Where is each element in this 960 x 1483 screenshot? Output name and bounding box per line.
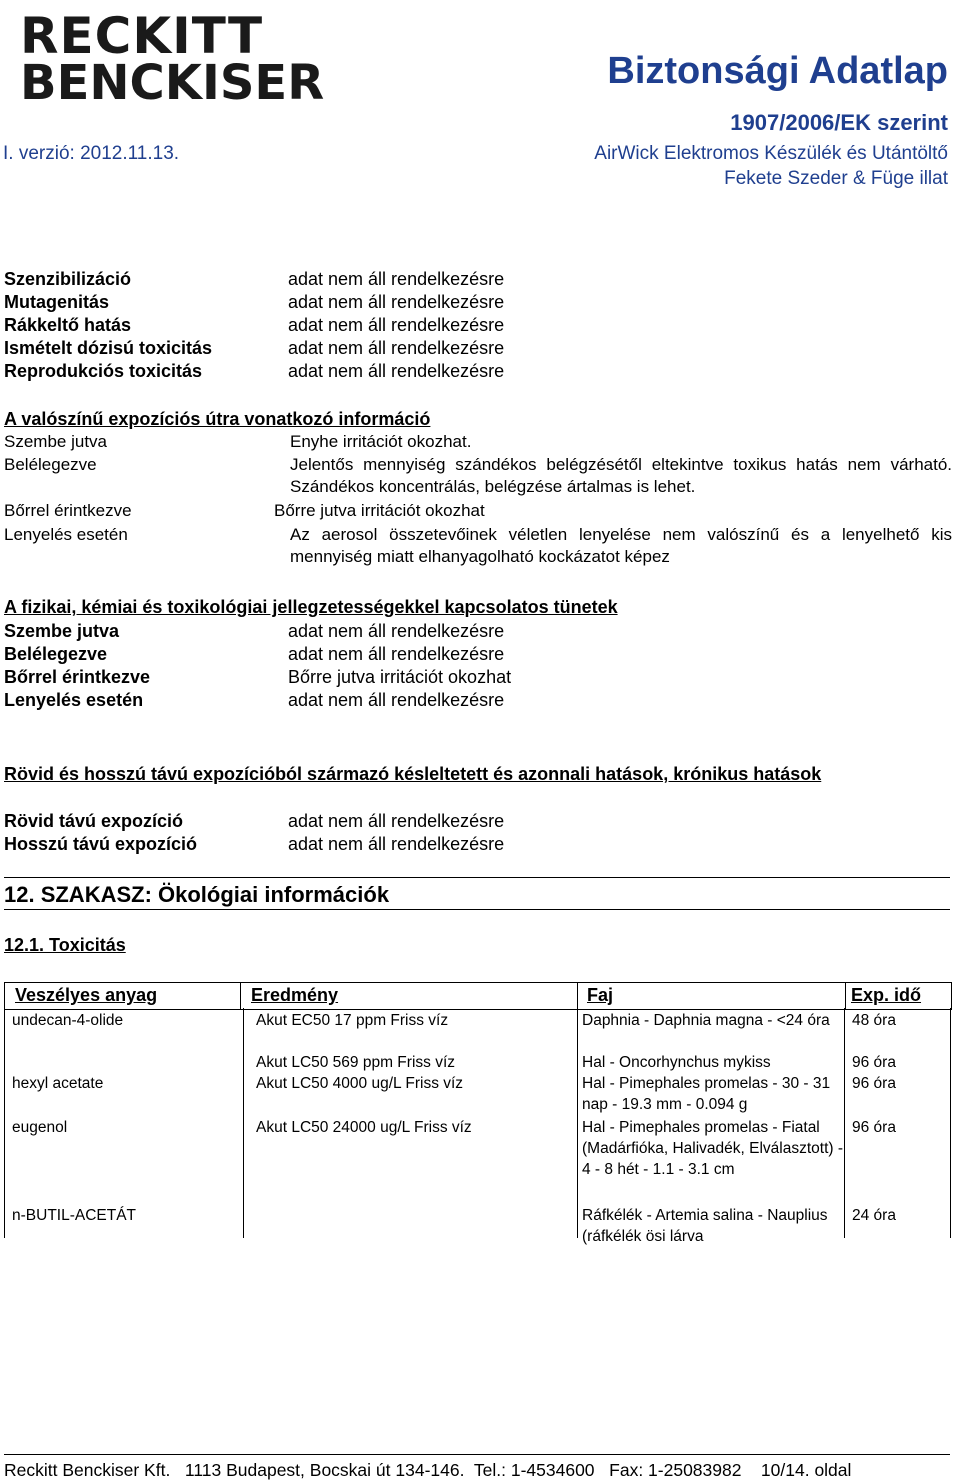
footer-fax: Fax: 1-25083982 xyxy=(609,1460,742,1480)
section-12-title: 12. SZAKASZ: Ökológiai információk xyxy=(4,882,390,907)
col-divider xyxy=(845,983,846,1009)
table-border-left xyxy=(4,1008,5,1238)
tox-row xyxy=(4,337,505,360)
logo-line-1: RECKITT xyxy=(20,7,264,65)
cell-exp-time: 96 óra xyxy=(852,1054,896,1071)
tox-row-value: adat nem áll rendelkezésre xyxy=(288,361,505,381)
cell-exp-time: 24 óra xyxy=(852,1207,896,1224)
cell-exp-time: 96 óra xyxy=(852,1075,896,1092)
col-divider xyxy=(577,983,578,1009)
table-border-right xyxy=(950,1008,951,1238)
cell-exp-time: 48 óra xyxy=(852,1012,896,1029)
cell-species: Hal - Pimephales promelas - 30 - 31 nap - 19.3 mm - 0.094 g xyxy=(582,1075,831,1113)
exposure-row-value: Jelentős mennyiség szándékos belégzésétől eltekintve toxikus hatás nem várható. Szándékos koncentrálás, belégzése ártalmas is lehet. xyxy=(290,455,952,496)
exposure-row xyxy=(4,500,485,522)
effect-row-value: adat nem áll rendelkezésre xyxy=(288,834,505,854)
tox-row xyxy=(4,314,505,337)
cell-species: Ráfkélék - Artemia salina - Nauplius (ráfkélék ösi lárva xyxy=(582,1207,828,1245)
effect-row xyxy=(4,833,505,856)
footer-phone: Tel.: 1-4534600 xyxy=(473,1460,595,1480)
tox-row-value: adat nem áll rendelkezésre xyxy=(288,338,505,358)
cell-substance: eugenol xyxy=(12,1119,68,1136)
version-date: I. verzió: 2012.11.13. xyxy=(3,143,180,164)
symptom-row xyxy=(4,620,505,643)
tox-row-label: Rákkeltő hatás xyxy=(4,315,132,335)
cell-exp-time: 96 óra xyxy=(852,1119,896,1136)
cell-result: Akut LC50 4000 ug/L Friss víz xyxy=(256,1075,464,1092)
cell-result: Akut LC50 24000 ug/L Friss víz xyxy=(256,1119,472,1136)
col-divider xyxy=(240,983,241,1009)
symptom-row-label: Belélegezve xyxy=(4,644,108,664)
cell-substance: hexyl acetate xyxy=(12,1075,104,1092)
page-footer xyxy=(4,1460,851,1481)
tox-row-label: Szenzibilizáció xyxy=(4,269,132,289)
symptom-row xyxy=(4,689,505,712)
symptom-row-label: Szembe jutva xyxy=(4,621,120,641)
col-header-exp-time: Exp. idő xyxy=(851,985,922,1005)
effects-heading: Rövid és hosszú távú expozícióból származó késleltetett és azonnali hatások, krónikus hatások xyxy=(4,764,822,784)
col-header-result: Eredmény xyxy=(251,985,339,1005)
effect-row xyxy=(4,810,505,833)
logo-line-2: BENCKISER xyxy=(20,55,325,111)
effect-row-label: Rövid távú expozíció xyxy=(4,811,184,831)
exposure-row xyxy=(4,454,952,496)
tox-row-label: Reprodukciós toxicitás xyxy=(4,361,203,381)
symptom-row-value: adat nem áll rendelkezésre xyxy=(288,644,505,664)
symptom-row-label: Lenyelés esetén xyxy=(4,690,144,710)
tox-row xyxy=(4,268,505,291)
col-divider xyxy=(577,1008,578,1238)
exposure-row-value: Bőrre jutva irritációt okozhat xyxy=(274,501,485,520)
symptom-row xyxy=(4,643,505,666)
company-logo xyxy=(20,7,325,111)
effect-row-label: Hosszú távú expozíció xyxy=(4,834,198,854)
subsection-title-text: 12.1. Toxicitás xyxy=(4,935,126,955)
tox-row-label: Mutagenitás xyxy=(4,292,110,312)
regulation-reference: 1907/2006/EK szerint xyxy=(730,110,948,135)
exposure-row-label: Lenyelés esetén xyxy=(4,525,128,544)
exposure-row-label: Bőrrel érintkezve xyxy=(4,501,132,520)
section-divider xyxy=(4,877,950,878)
toxicity-table xyxy=(4,1008,952,1245)
tox-row xyxy=(4,291,505,314)
symptom-row xyxy=(4,666,512,689)
exposure-row xyxy=(4,431,472,453)
cell-species: Daphnia - Daphnia magna - <24 óra xyxy=(582,1012,830,1029)
cell-substance: undecan-4-olide xyxy=(12,1012,124,1029)
symptom-row-label: Bőrrel érintkezve xyxy=(4,667,151,687)
symptom-row-value: adat nem áll rendelkezésre xyxy=(288,690,505,710)
tox-row-value: adat nem áll rendelkezésre xyxy=(288,292,505,312)
effect-row-value: adat nem áll rendelkezésre xyxy=(288,811,505,831)
exposure-row-label: Belélegezve xyxy=(4,455,97,474)
product-name: AirWick Elektromos Készülék és Utántöltő xyxy=(594,143,948,164)
cell-result: Akut LC50 569 ppm Friss víz xyxy=(256,1054,455,1071)
document-title: Biztonsági Adatlap xyxy=(607,50,948,92)
tox-row xyxy=(4,360,505,383)
section-divider xyxy=(4,909,950,910)
col-divider xyxy=(844,1008,845,1238)
symptom-row-value: adat nem áll rendelkezésre xyxy=(288,621,505,641)
table-header xyxy=(4,982,952,1010)
footer-divider xyxy=(4,1454,950,1455)
footer-company: Reckitt Benckiser Kft. xyxy=(4,1460,171,1480)
exposure-row-label: Szembe jutva xyxy=(4,432,107,451)
col-header-substance: Veszélyes anyag xyxy=(15,985,158,1005)
tox-row-value: adat nem áll rendelkezésre xyxy=(288,269,505,289)
footer-address: 1113 Budapest, Bocskai út 134-146. xyxy=(184,1460,465,1480)
symptom-row-value: Bőrre jutva irritációt okozhat xyxy=(288,667,512,687)
exposure-row-value: Az aerosol összetevőinek véletlen lenyelése nem valószínű és a lenyelhető kis mennyiség miatt elhanyagolható kockázatot képez xyxy=(290,525,952,566)
cell-result: Akut EC50 17 ppm Friss víz xyxy=(256,1012,449,1029)
product-variant: Fekete Szeder & Füge illat xyxy=(724,168,948,189)
cell-substance: n-BUTIL-ACETÁT xyxy=(12,1207,137,1224)
cell-species: Hal - Oncorhynchus mykiss xyxy=(582,1054,771,1071)
exposure-row-value: Enyhe irritációt okozhat. xyxy=(290,432,472,451)
exposure-row xyxy=(4,524,952,566)
subsection-title xyxy=(4,935,126,956)
footer-page-number: 10/14. oldal xyxy=(760,1460,852,1480)
tox-row-value: adat nem áll rendelkezésre xyxy=(288,315,505,335)
cell-species: Hal - Pimephales promelas - Fiatal (Madárfióka, Halivadék, Elválasztott) - 4 - 8 hét - 1.1 - 3.1 cm xyxy=(582,1119,844,1178)
exposure-heading: A valószínű expozíciós útra vonatkozó információ xyxy=(4,409,431,429)
col-header-species: Faj xyxy=(587,985,614,1005)
symptoms-heading: A fizikai, kémiai és toxikológiai jellegzetességekkel kapcsolatos tünetek xyxy=(4,597,618,617)
tox-row-label: Ismételt dózisú toxicitás xyxy=(4,338,213,358)
